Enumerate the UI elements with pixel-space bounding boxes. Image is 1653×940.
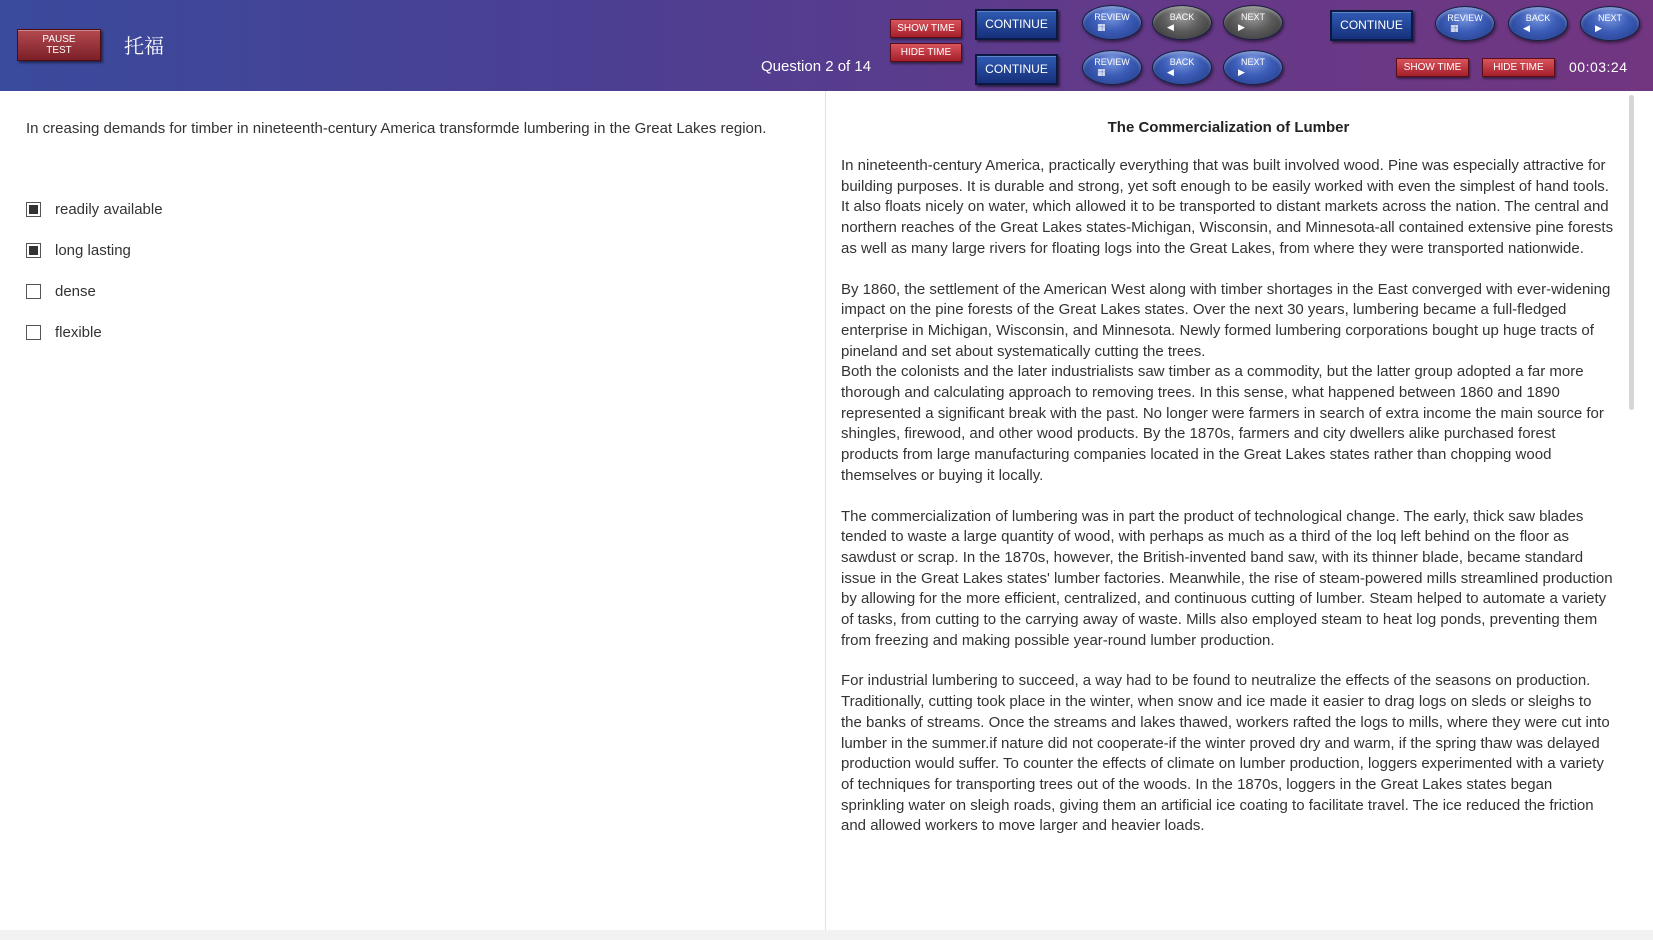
passage-paragraph: By 1860, the settlement of the American West along with timber shortages in the East converged with ever-widening impact on the pine forests of the Great Lakes states. Over the next 30 years, lumbering became a full-fledged enterprise in Michigan, Wisconsin, and Minnesota. Newly formed lumbering corporations bought up huge tracts of pineland and set about systematically cutting the trees. <box>841 280 1611 360</box>
checkbox-icon[interactable] <box>26 325 41 340</box>
next-arrow-icon: ▶ <box>1595 23 1602 33</box>
next-label: NEXT <box>1240 12 1265 22</box>
answer-option-label: flexible <box>55 324 102 341</box>
show-time-button-right[interactable]: SHOW TIME <box>1396 58 1469 77</box>
question-counter: Question 2 of 14 <box>761 58 872 75</box>
back-label: BACK <box>1169 57 1195 67</box>
question-prompt: In creasing demands for timber in nineteenth-century America transformde lumbering in the Great Lakes region. <box>26 120 767 137</box>
review-list-icon: ▦ <box>1450 23 1459 33</box>
pause-label-line2: TEST <box>46 45 72 56</box>
answer-option[interactable] <box>26 312 163 353</box>
continue-button-secondary[interactable]: CONTINUE <box>975 54 1058 85</box>
review-button-right[interactable] <box>1435 6 1495 41</box>
back-arrow-icon: ◀ <box>1523 23 1530 33</box>
back-button[interactable] <box>1152 5 1212 40</box>
review-label: REVIEW <box>1094 57 1130 67</box>
question-pane <box>0 91 825 931</box>
answer-option-label: dense <box>55 283 96 300</box>
passage-paragraph: In nineteenth-century America, practically everything that was built involved wood. Pine was especially attractive for building purposes. It is durable and strong, yet soft enough to be easily worked with even the simplest of hand tools. It also floats nicely on water, which allowed it to be transported to distant markets across the nation. The central and northern reaches of the Great Lakes states-Michigan, Wisconsin, and Minnesota-all contained extensive pine forests as well as many large rivers for floating logs into the Great Lakes, from where they were transported nationwide. <box>841 157 1614 257</box>
answer-option[interactable] <box>26 271 163 312</box>
next-label: NEXT <box>1240 57 1265 67</box>
review-list-icon: ▦ <box>1097 67 1106 77</box>
answer-option-label: long lasting <box>55 242 131 259</box>
elapsed-timer: 00:03:24 <box>1569 59 1628 75</box>
passage-title: The Commercialization of Lumber <box>1107 119 1350 136</box>
passage-pane <box>825 91 1653 931</box>
bottom-bar <box>0 930 1653 940</box>
passage-paragraph: For industrial lumbering to succeed, a way had to be found to neutralize the effects of the seasons on production. Traditionally, cutting took place in the winter, when snow and ice made it easier to drag logs on sleds or sleighs to the banks of streams. Once the streams and lakes thawed, workers rafted the logs to mills, where they were cut into lumber in the summer.if nature did not cooperate-if the winter proved dry and warm, if the spring thaw was delayed production would suffer. To counter the effects of climate on lumber production, loggers experimented with a variety of techniques for transporting trees out of the woods. In the 1870s, loggers in the Great Lakes states began sprinkling water on sleigh roads, giving them an artificial ice coating to facilitate travel. The ice reduced the friction and allowed workers to move larger and heavier loads. <box>841 672 1610 835</box>
answer-option[interactable] <box>26 230 163 271</box>
review-button[interactable] <box>1082 5 1142 40</box>
passage-paragraph: Both the colonists and the later industrialists saw timber as a commodity, but the latter group adopted a far more thorough and calculating approach to removing trees. In this sense, what happened between 1860 and 1890 represented a significant break with the past. No longer were farmers in search of extra income the main source for shingles, firewood, and other wood products. By the 1870s, farmers and city dwellers alike purchased forest products from large manufacturing companies located in the Great Lakes states rather than chopping wood themselves or buying it locally. <box>841 363 1604 484</box>
next-button-right[interactable] <box>1580 6 1640 41</box>
checkbox-checked-icon[interactable] <box>26 202 41 217</box>
hide-time-button[interactable]: HIDE TIME <box>890 43 962 62</box>
continue-button-right[interactable]: CONTINUE <box>1330 10 1413 41</box>
show-time-button[interactable]: SHOW TIME <box>890 19 962 38</box>
top-toolbar <box>0 0 1653 91</box>
pause-test-button[interactable] <box>17 29 101 61</box>
answer-option[interactable] <box>26 189 163 230</box>
back-label: BACK <box>1169 12 1195 22</box>
passage-scrollbar[interactable] <box>1629 95 1634 410</box>
back-button-secondary[interactable] <box>1152 50 1212 85</box>
next-label: NEXT <box>1597 13 1622 23</box>
back-arrow-icon: ◀ <box>1167 22 1174 32</box>
checkbox-icon[interactable] <box>26 284 41 299</box>
answer-option-label: readily available <box>55 201 163 218</box>
pause-label-line1: PAUSE <box>42 34 76 45</box>
passage <box>841 119 1616 857</box>
next-arrow-icon: ▶ <box>1238 22 1245 32</box>
next-button[interactable] <box>1223 5 1283 40</box>
hide-time-button-right[interactable]: HIDE TIME <box>1482 58 1555 77</box>
back-label: BACK <box>1525 13 1551 23</box>
answer-options <box>26 189 163 353</box>
review-list-icon: ▦ <box>1097 22 1106 32</box>
next-arrow-icon: ▶ <box>1238 67 1245 77</box>
continue-button[interactable]: CONTINUE <box>975 9 1058 40</box>
review-label: REVIEW <box>1094 12 1130 22</box>
back-button-right[interactable] <box>1508 6 1568 41</box>
brand-title: 托福 <box>124 34 164 58</box>
back-arrow-icon: ◀ <box>1167 67 1174 77</box>
next-button-secondary[interactable] <box>1223 50 1283 85</box>
passage-paragraph: The commercialization of lumbering was in part the product of technological change. The early, thick saw blades tended to waste a large quantity of wood, with perhaps as much as a third of the loq left behind on the floor as sawdust or scrap. In the 1870s, however, the British-invented band saw, with its thinner blade, became standard issue in the Great Lakes states' lumber factories. Meanwhile, the rise of steam-powered mills streamlined production by allowing for the more efficient, centralized, and continuous cutting of lumber. Steam helped to automate a variety of tasks, from cutting to the carrying away of waste. Mills also employed steam to heat log ponds, preventing them from freezing and making possible year-round lumber production. <box>841 507 1613 649</box>
review-label: REVIEW <box>1447 13 1483 23</box>
checkbox-checked-icon[interactable] <box>26 243 41 258</box>
review-button-secondary[interactable] <box>1082 50 1142 85</box>
